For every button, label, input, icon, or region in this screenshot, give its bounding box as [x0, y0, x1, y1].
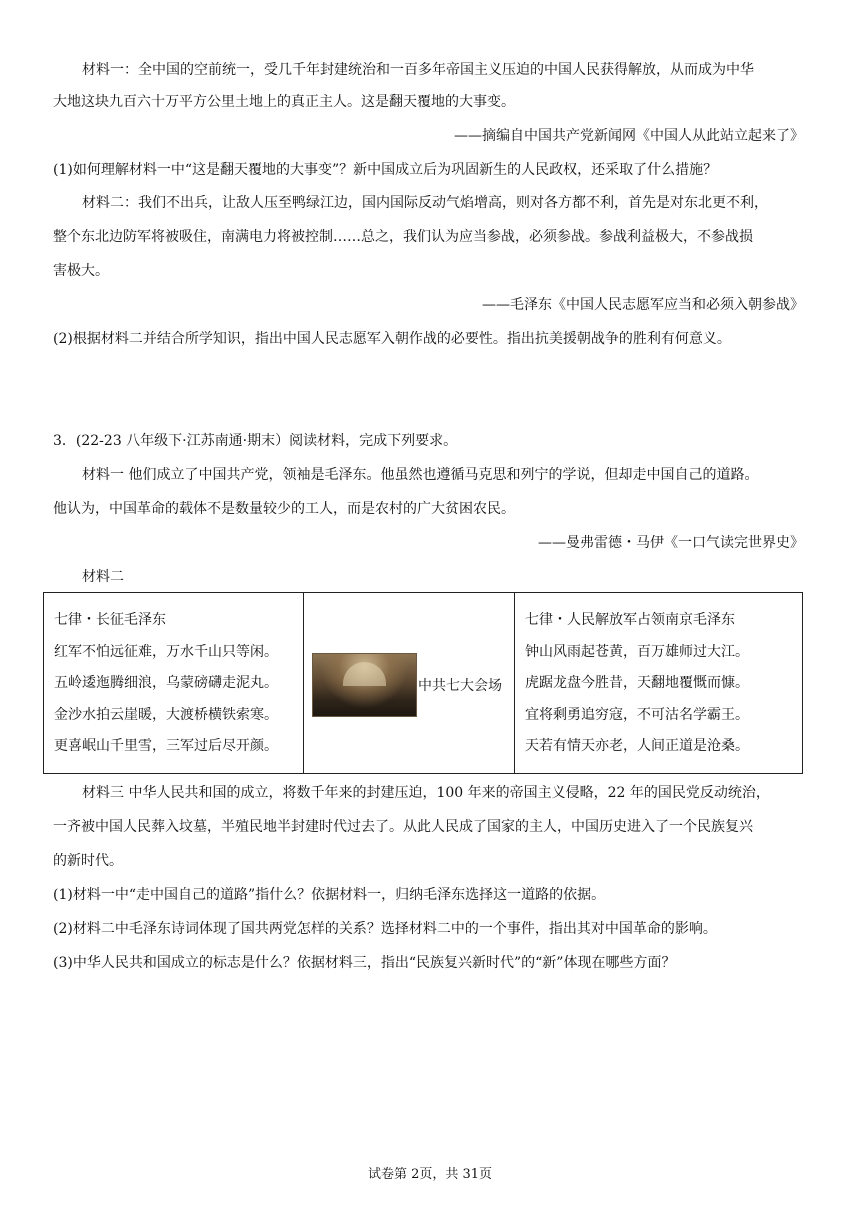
question-2: (2)根据材料二并结合所学知识，指出中国人民志愿军入朝作战的必要性。指出抗美援朝战争的胜利有何意义。	[53, 331, 731, 347]
congress-hall-photo	[312, 653, 417, 717]
page-footer: 试卷第 2页，共 31页	[367, 1167, 493, 1182]
poem2-line: 天若有情天亦老，人间正道是沧桑。	[525, 738, 749, 754]
q3-material2-label: 材料二	[82, 569, 124, 585]
q3-material3-line1: 材料三 中华人民共和国的成立，将数千年来的封建压迫，100 年来的帝国主义侵略，22 年的国民党反动统治，	[82, 785, 770, 801]
material2-source: ——毛泽东《中国人民志愿军应当和必须入朝参战》	[482, 297, 804, 313]
q3-material1-line1: 材料一 他们成立了中国共产党，领袖是毛泽东。他虽然也遵循马克思和列宁的学说，但却走中国自己的道路。	[82, 467, 759, 483]
material2-line1: 材料二：我们不出兵，让敌人压至鸭绿江边，国内国际反动气焰增高，则对各方都不利，首先是对东北更不利，	[82, 195, 768, 211]
q3-material3-line2: 一齐被中国人民葬入坟墓，半殖民地半封建时代过去了。从此人民成了国家的主人，中国历史进入了一个民族复兴	[53, 819, 753, 835]
poem1-line: 更喜岷山千里雪，三军过后尽开颜。	[54, 738, 278, 754]
material1-line1: 材料一：全中国的空前统一，受几千年封建统治和一百多年帝国主义压迫的中国人民获得解放，从而成为中华	[82, 62, 754, 78]
poem1-line: 金沙水拍云崖暖，大渡桥横铁索寒。	[54, 706, 278, 723]
q3-material1-source: ——曼弗雷德・马伊《一口气读完世界史》	[538, 535, 804, 551]
poem1-title: 七律・长征毛泽东	[54, 612, 166, 628]
material2-line2: 整个东北边防军将被吸住，南满电力将被控制……总之，我们认为应当参战，必须参战。参战利益极大，不参战损	[53, 229, 753, 245]
question3-heading: 3．(22-23 八年级下·江苏南通·期末）阅读材料，完成下列要求。	[53, 433, 458, 449]
poem2-line: 虎踞龙盘今胜昔，天翻地覆慨而慷。	[525, 675, 749, 691]
material1-line2: 大地这块九百六十万平方公里土地上的真正主人。这是翻天覆地的大事变。	[53, 94, 515, 110]
poem1-line: 五岭逶迤腾细浪，乌蒙磅礴走泥丸。	[54, 675, 278, 691]
material1-source: ——摘编自中国共产党新闻网《中国人从此站立起来了》	[454, 128, 804, 144]
q3-material3-line3: 的新时代。	[53, 853, 123, 869]
poem2-title: 七律・人民解放军占领南京毛泽东	[525, 612, 735, 628]
poem-cell-nanjing	[515, 593, 803, 774]
q3-material1-line2: 他认为，中国革命的载体不是数量较少的工人，而是农村的广大贫困农民。	[53, 501, 515, 517]
q3-question-1: (1)材料一中“走中国自己的道路”指什么？依据材料一，归纳毛泽东选择这一道路的依据。	[53, 887, 606, 903]
poem1-line: 红军不怕远征难，万水千山只等闲。	[54, 643, 278, 660]
question-1: (1)如何理解材料一中“这是翻天覆地的大事变”？新中国成立后为巩固新生的人民政权，还采取了什么措施？	[53, 162, 718, 178]
poem2-line: 钟山风雨起苍黄，百万雄师过大江。	[525, 643, 749, 660]
material2-table	[43, 592, 803, 774]
photo-caption: 中共七大会场	[418, 678, 502, 694]
material2-line3: 害极大。	[53, 263, 109, 279]
q3-question-2: (2)材料二中毛泽东诗词体现了国共两党怎样的关系？选择材料二中的一个事件，指出其对中国革命的影响。	[53, 921, 717, 937]
photo-cell	[304, 593, 515, 774]
poem2-line: 宜将剩勇追穷寇，不可沽名学霸王。	[525, 706, 749, 723]
q3-question-3: (3)中华人民共和国成立的标志是什么？依据材料三，指出“民族复兴新时代”的“新”体现在哪些方面？	[53, 955, 676, 971]
poem-cell-long-march	[44, 593, 304, 774]
